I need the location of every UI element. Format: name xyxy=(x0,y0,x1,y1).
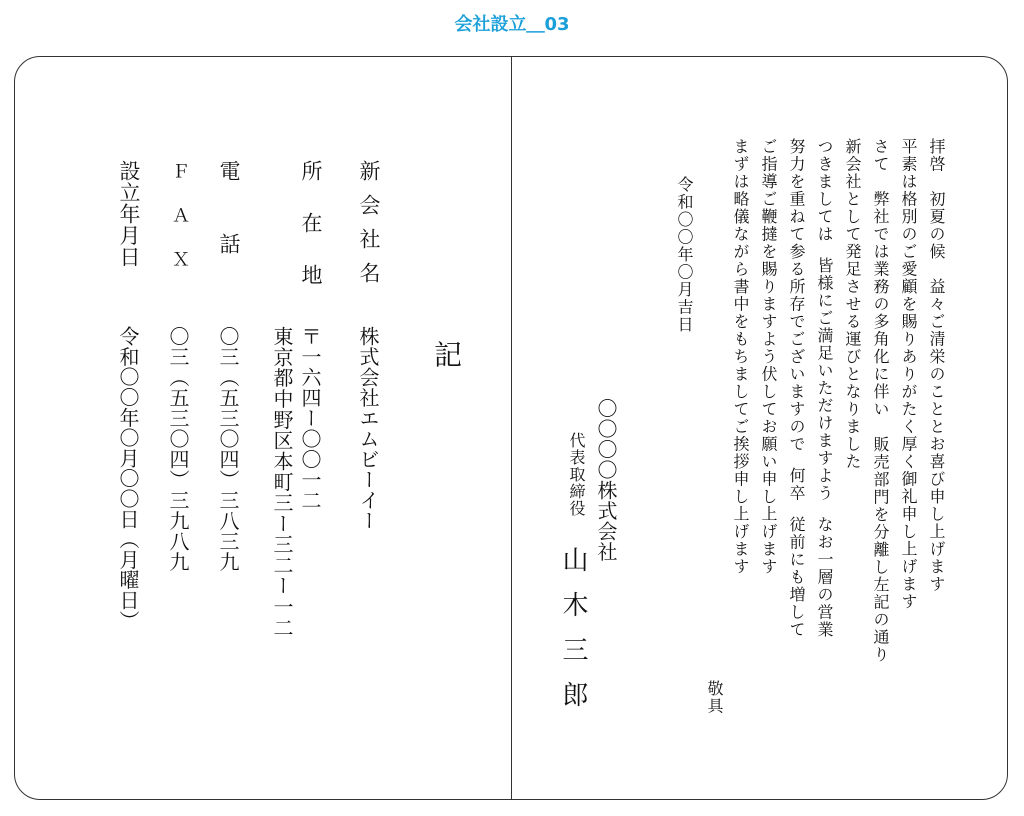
field-label-founded: 設立年月日 xyxy=(117,160,141,268)
letter-line-text: まずは略儀ながら書中をもちましてご挨拶申し上げます xyxy=(731,138,750,576)
field-label-company: 新会社名 xyxy=(357,160,381,296)
letter-line-text: なお一層の営業 xyxy=(815,516,834,639)
letter-line-text: 努力を重ねて参る所存でございますので xyxy=(787,138,806,453)
letter-line-5 xyxy=(816,138,832,639)
letter-line-text: つきましては xyxy=(815,138,834,243)
fold-line xyxy=(511,56,512,800)
letter-line-text: 販売部門を分離し左記の通り xyxy=(871,436,890,664)
field-value-address: 東京都中野区本町三ー三二ー一二 xyxy=(270,326,294,638)
letter-line-1 xyxy=(928,138,944,593)
field-label-fax: ＦＡＸ xyxy=(169,162,190,294)
field-value-postal: 〒一六四ー〇〇一二 xyxy=(298,326,322,511)
field-label-address: 所在地 xyxy=(299,160,323,316)
representative-title: 代表取締役 xyxy=(567,432,586,517)
field-label-phone: 電話 xyxy=(217,160,241,306)
letter-line-text: 何卒 xyxy=(787,467,806,502)
letter-line-6 xyxy=(788,138,804,639)
letter-line-text: 拝啓 初夏の候 益々ご清栄のこととお喜び申し上げます xyxy=(927,138,946,593)
field-value-company: 株式会社エムビーイー xyxy=(356,326,380,531)
letter-line-text: 皆様にご満足いただけますよう xyxy=(815,257,834,502)
field-value-phone: 〇三（五三〇四）三八三九 xyxy=(216,326,240,572)
letter-date: 令和〇〇年〇月吉日 xyxy=(675,176,694,334)
letter-line-3 xyxy=(872,138,888,664)
letter-line-text: 新会社として発足させる運びとなりました xyxy=(843,138,862,471)
letter-line-text: さて 弊社では業務の多角化に伴い xyxy=(871,138,890,418)
company-name: 〇〇〇〇株式会社 xyxy=(594,398,618,562)
letter-line-2 xyxy=(900,138,916,611)
letter-line-text: 従前にも増して xyxy=(787,516,806,639)
letter-line-8 xyxy=(732,138,748,576)
field-value-fax: 〇三（五三〇四）三九八九 xyxy=(166,326,190,572)
letter-line-text: 平素は格別のご愛顧を賜りありがたく厚く御礼申し上げます xyxy=(899,138,918,611)
representative-name: 山木三郎 xyxy=(558,546,588,726)
letter-line-text: ご指導ご鞭撻を賜りますよう伏してお願い申し上げます xyxy=(759,138,778,576)
field-value-founded: 令和〇〇年〇月〇〇日（月曜日） xyxy=(116,326,140,631)
page-title: 会社設立＿03 xyxy=(454,14,570,35)
letter-line-4 xyxy=(844,138,860,471)
closing: 敬具 xyxy=(705,680,724,715)
record-heading: 記 xyxy=(430,340,463,368)
letter-line-7 xyxy=(760,138,776,576)
